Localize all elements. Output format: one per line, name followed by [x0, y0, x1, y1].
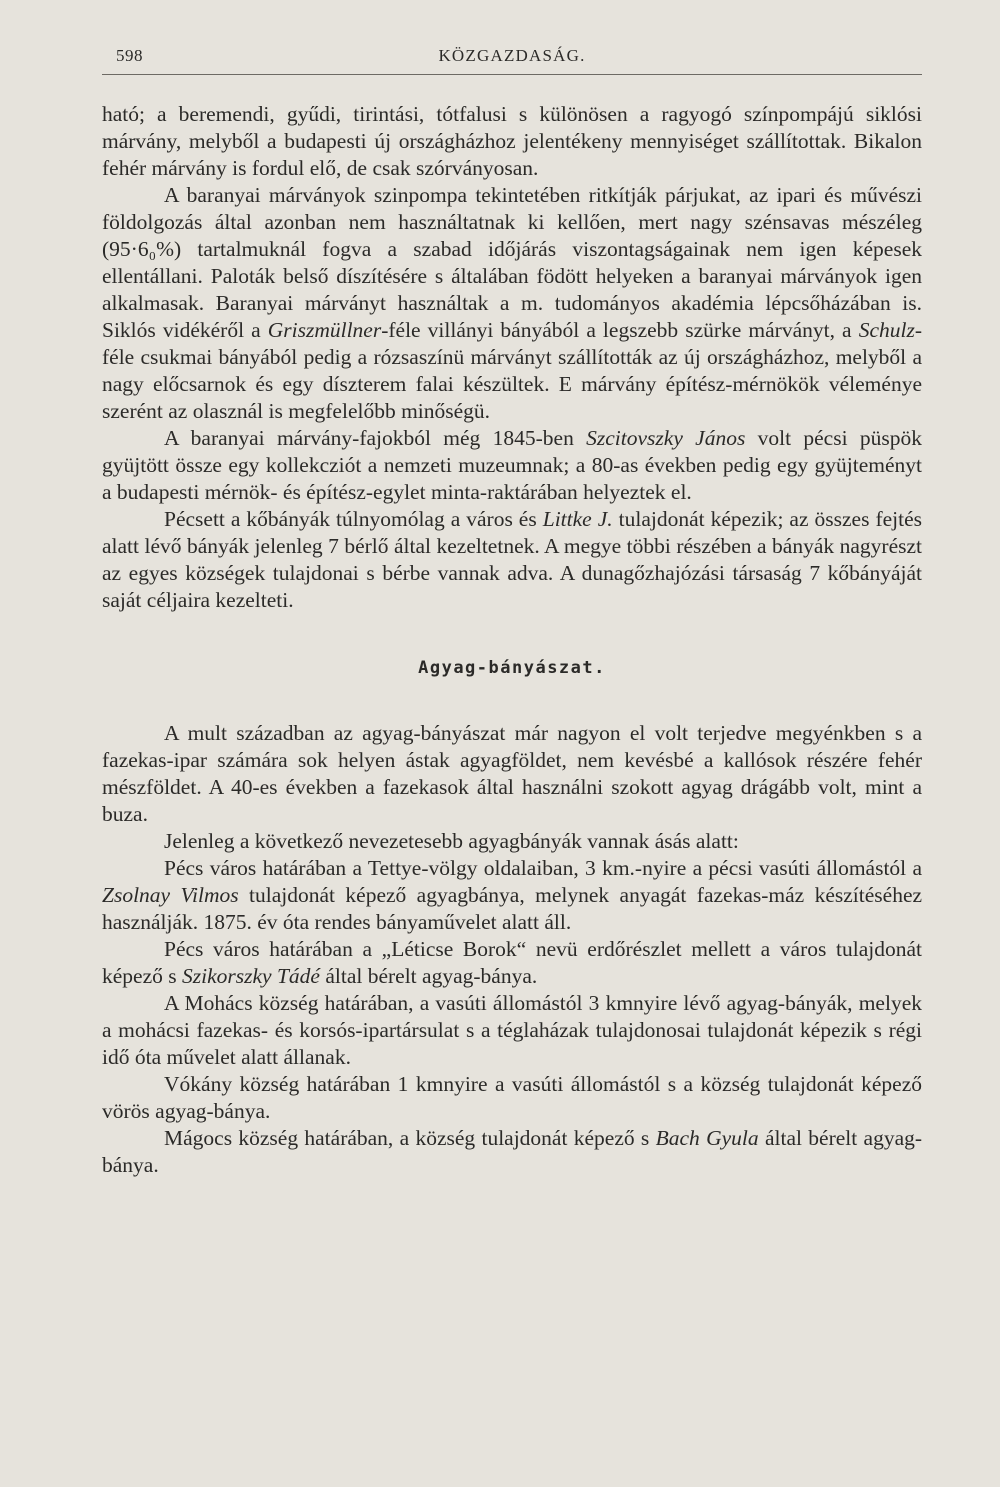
paragraph-text: A baranyai márvány-fajokból még 1845-ben	[164, 426, 574, 450]
running-head: KÖZGAZDASÁG.	[438, 46, 586, 65]
person-name: Zsolnay Vilmos	[102, 883, 239, 907]
paragraph	[102, 506, 922, 614]
paragraph: A Mohács község határában, a vasúti állomástól 3 kmnyire lévő agyag-bányák, melyek a mohácsi fazekas- és korsós-ipartársulat s a téglaházak tulajdonosai tulajdonát képezik s régi idő óta művelet alatt állanak.	[102, 991, 922, 1069]
paragraph-text: tulajdonát képező agyagbánya, melynek anyagát fazekas-máz készítéséhez használják. 1875. év óta rendes bányaművelet alatt áll.	[102, 883, 923, 934]
page-body	[102, 101, 922, 1179]
page-number: 598	[116, 46, 143, 65]
paragraph-text: Mágocs község határában, a község tulajdonát képező s	[164, 1126, 650, 1150]
paragraph	[102, 1125, 922, 1179]
person-name: Bach Gyula	[655, 1126, 759, 1150]
paragraph-text: -féle csukmai bányából pedig a rózsaszínü márványt szállították az új országházhoz, melyből a nagy előcsarnok és egy díszterem falai készültek. E márvány építész-mérnökök véleménye szerént az olasznál is megfelelőbb minőségü.	[102, 318, 922, 423]
person-name: Szcitovszky János	[586, 426, 746, 450]
paragraph-text: által bérelt agyag-bánya.	[325, 964, 538, 988]
page-header	[102, 40, 922, 75]
paragraph: Vókány község határában 1 kmnyire a vasúti állomástól s a község tulajdonát képező vörös agyag-bánya.	[102, 1072, 922, 1123]
section-heading: Agyag-bányászat.	[418, 658, 606, 678]
paragraph-text: Pécs város határában a Tettye-völgy oldalaiban, 3 km.-nyire a pécsi vasúti állomástól a	[164, 856, 922, 880]
paragraph-text: volt pécsi püspök gyüjtött össze egy kollekcziót a nemzeti muzeumnak; a 80-as években pedig egy gyüjteményt a budapesti mérnök- és építész-egylet minta-raktárában helyeztek el.	[102, 426, 922, 504]
paragraph	[102, 182, 922, 425]
paragraph	[102, 936, 922, 990]
paragraph	[102, 425, 922, 506]
paragraph: ható; a beremendi, gyűdi, tirintási, tótfalusi s különösen a ragyogó színpompájú siklósi márvány, melyből a budapesti új országházhoz jelentékeny mennyiséget szállítottak. Bikalon fehér márvány is fordul elő, de csak szórványosan.	[102, 102, 922, 180]
paragraph-text: -féle villányi bányából a legszebb szürke márványt, a	[381, 318, 852, 342]
person-name: Szikorszky Tádé	[182, 964, 320, 988]
person-name: Schulz	[858, 318, 915, 342]
paragraph-text: A baranyai márványok szinpompa tekintetében ritkítják párjukat, az ipari és művészi földolgozás által azonban nem használtatnak ki kellően, mert nagy szénsavas mészéleg (95·6₀%) tartalmuknál fogva a szabad időjárás viszontagságainak nem igen képesek ellentállani. Paloták belső díszítésére s általában födött helyeken a baranyai márványok igen alkalmasak. Baranyai márványt használtak a m. tudományos akadémia lépcsőházában is. Siklós vidékéről a	[102, 183, 922, 342]
paragraph-text: tulajdonát képezik; az összes fejtés alatt lévő bányák jelenleg 7 bérlő által kezeltetnek. A megye többi részében a bányák nagyrészt az egyes községek tulajdonai s bérbe vannak adva. A dunagőzhajózási társaság 7 kőbányáját saját céljaira kezelteti.	[102, 507, 922, 612]
paragraph: A mult században az agyag-bányászat már nagyon el volt terjedve megyénkben s a fazekas-ipar számára sok helyen ástak agyagföldet, nem kevésbé a kallósok részére fehér mészföldet. A 40-es években a fazekasok által használni szokott agyag drágább volt, mint a buza.	[102, 721, 922, 826]
paragraph-text: Pécs város határában a „Léticse Borok“ nevü erdőrészlet mellett a város tulajdonát képező s	[102, 937, 922, 988]
paragraph	[102, 855, 922, 936]
paragraph-text: által bérelt agyag-bánya.	[102, 1126, 923, 1177]
paragraph-text: Pécsett a kőbányák túlnyomólag a város és	[164, 507, 537, 531]
paragraph: Jelenleg a következő nevezetesebb agyagbányák vannak ásás alatt:	[164, 829, 739, 853]
person-name: Littke J.	[542, 507, 613, 531]
person-name: Griszmüllner	[267, 318, 382, 342]
